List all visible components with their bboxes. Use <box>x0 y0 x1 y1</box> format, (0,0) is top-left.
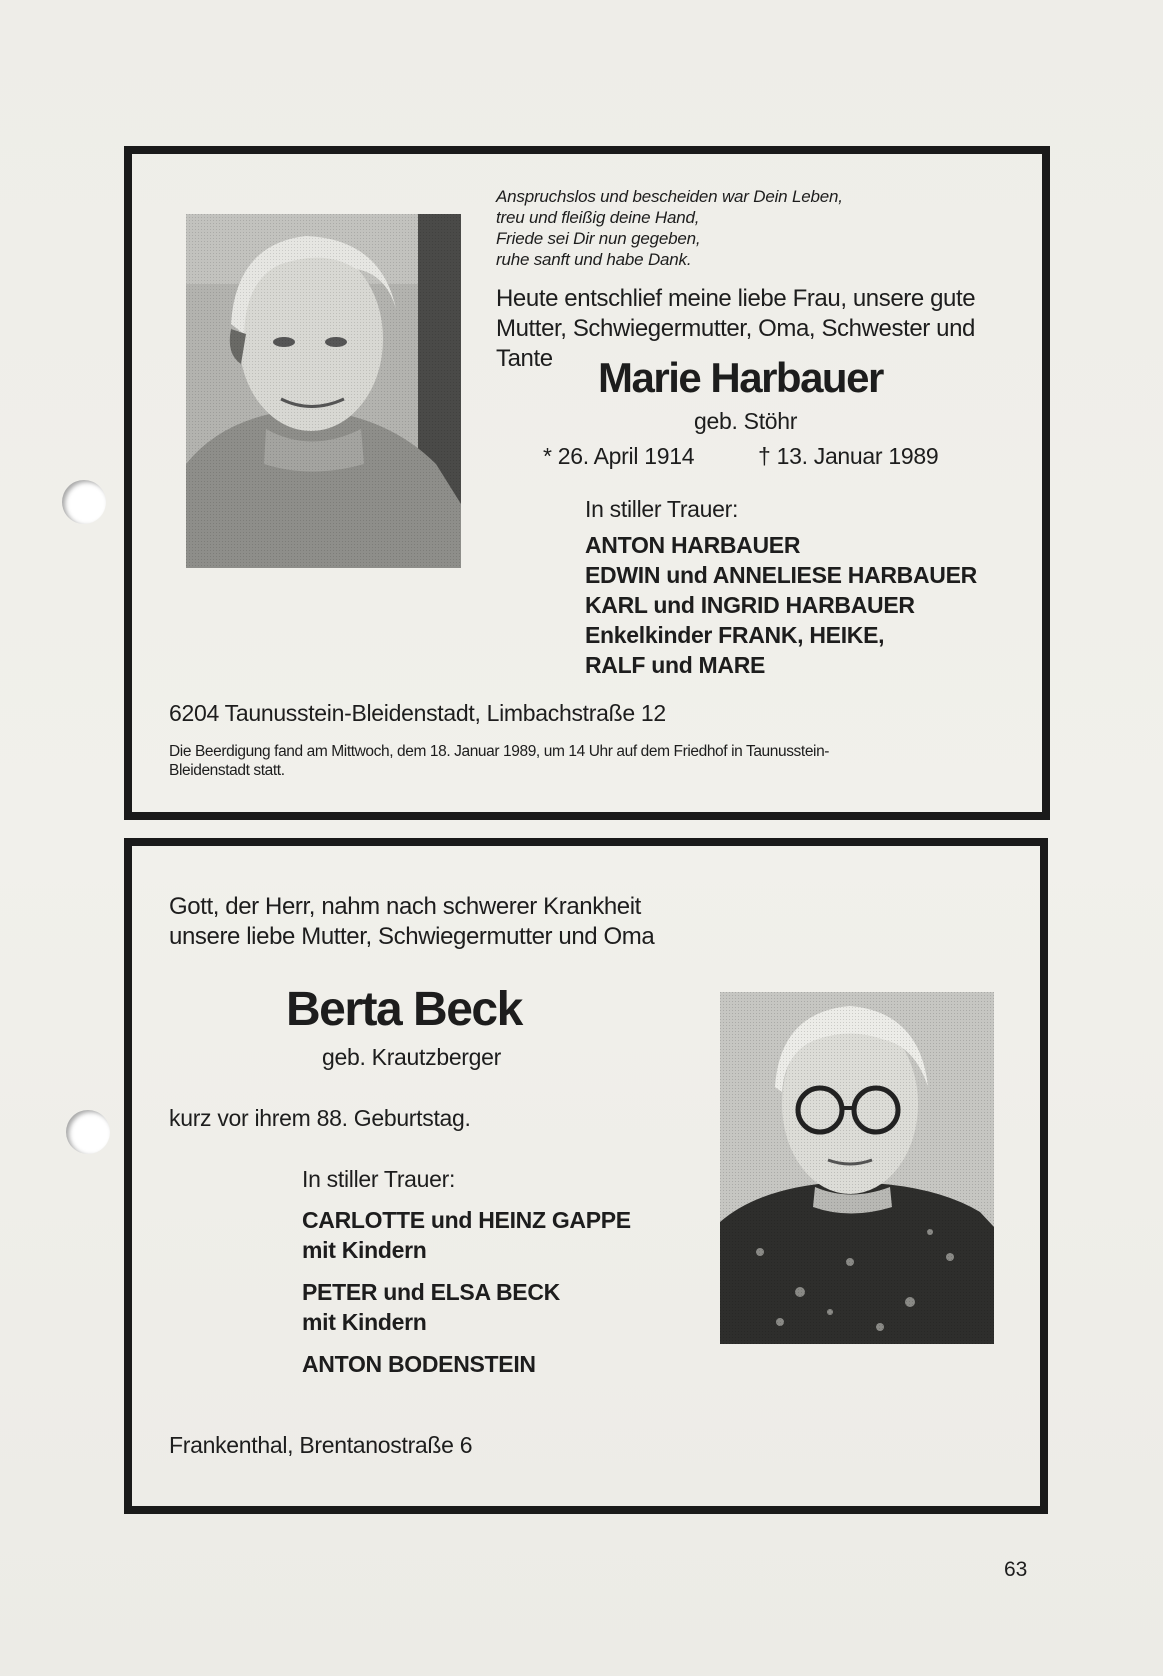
intro-line: Heute entschlief meine liebe Frau, unsere gute <box>496 285 976 312</box>
punch-hole-top <box>62 480 106 524</box>
intro-line: Tante <box>496 345 553 372</box>
mourner-line: mit Kindern <box>302 1309 427 1335</box>
portrait-photo-berta-beck <box>720 992 994 1344</box>
mourning-label: In stiller Trauer: <box>302 1166 456 1192</box>
funeral-line: Die Beerdigung fand am Mittwoch, dem 18. Januar 1989, um 14 Uhr auf dem Friedhof in Taunusstein- <box>169 743 830 760</box>
punch-hole-bottom <box>66 1110 110 1154</box>
deceased-name: Marie Harbauer <box>598 354 883 401</box>
poem-line: ruhe sanft und habe Dank. <box>496 250 692 269</box>
intro-line: Mutter, Schwiegermutter, Oma, Schwester und <box>496 315 976 342</box>
portrait-photo-marie-harbauer <box>186 214 461 568</box>
portrait-image <box>186 214 461 568</box>
mourner-line: ANTON HARBAUER <box>585 532 801 558</box>
mourner-line: CARLOTTE und HEINZ GAPPE <box>302 1207 631 1233</box>
birth-date: * 26. April 1914 <box>543 443 695 469</box>
mourner-line: KARL und INGRID HARBAUER <box>585 592 915 618</box>
maiden-name: geb. Stöhr <box>694 408 798 434</box>
portrait-image <box>720 992 994 1344</box>
death-date: † 13. Januar 1989 <box>758 443 939 469</box>
mourner-line: PETER und ELSA BECK <box>302 1279 560 1305</box>
maiden-name: geb. Krautzberger <box>322 1044 502 1070</box>
mourners-list <box>302 1205 631 1379</box>
intro-line: Gott, der Herr, nahm nach schwerer Krankheit <box>169 893 641 920</box>
funeral-notice <box>169 742 829 780</box>
mourner-line: mit Kindern <box>302 1237 427 1263</box>
intro-line: unsere liebe Mutter, Schwiegermutter und Oma <box>169 923 655 950</box>
mourner-line: EDWIN und ANNELIESE HARBAUER <box>585 562 977 588</box>
mourner-line: ANTON BODENSTEIN <box>302 1351 536 1377</box>
mourner-line: Enkelkinder FRANK, HEIKE, <box>585 622 885 648</box>
mourners-list <box>585 530 977 680</box>
mourning-label: In stiller Trauer: <box>585 496 739 522</box>
poem <box>496 186 843 270</box>
poem-line: Anspruchslos und bescheiden war Dein Leben, <box>496 187 843 206</box>
age-note: kurz vor ihrem 88. Geburtstag. <box>169 1105 471 1131</box>
poem-line: Friede sei Dir nun gegeben, <box>496 229 701 248</box>
mourner-line: RALF und MARE <box>585 652 766 678</box>
poem-line: treu und fleißig deine Hand, <box>496 208 700 227</box>
address: Frankenthal, Brentanostraße 6 <box>169 1432 473 1458</box>
page-number: 63 <box>1004 1558 1028 1581</box>
intro-text <box>169 892 654 952</box>
deceased-name: Berta Beck <box>286 983 522 1036</box>
address: 6204 Taunusstein-Bleidenstadt, Limbachstraße 12 <box>169 700 666 726</box>
funeral-line: Bleidenstadt statt. <box>169 762 285 779</box>
